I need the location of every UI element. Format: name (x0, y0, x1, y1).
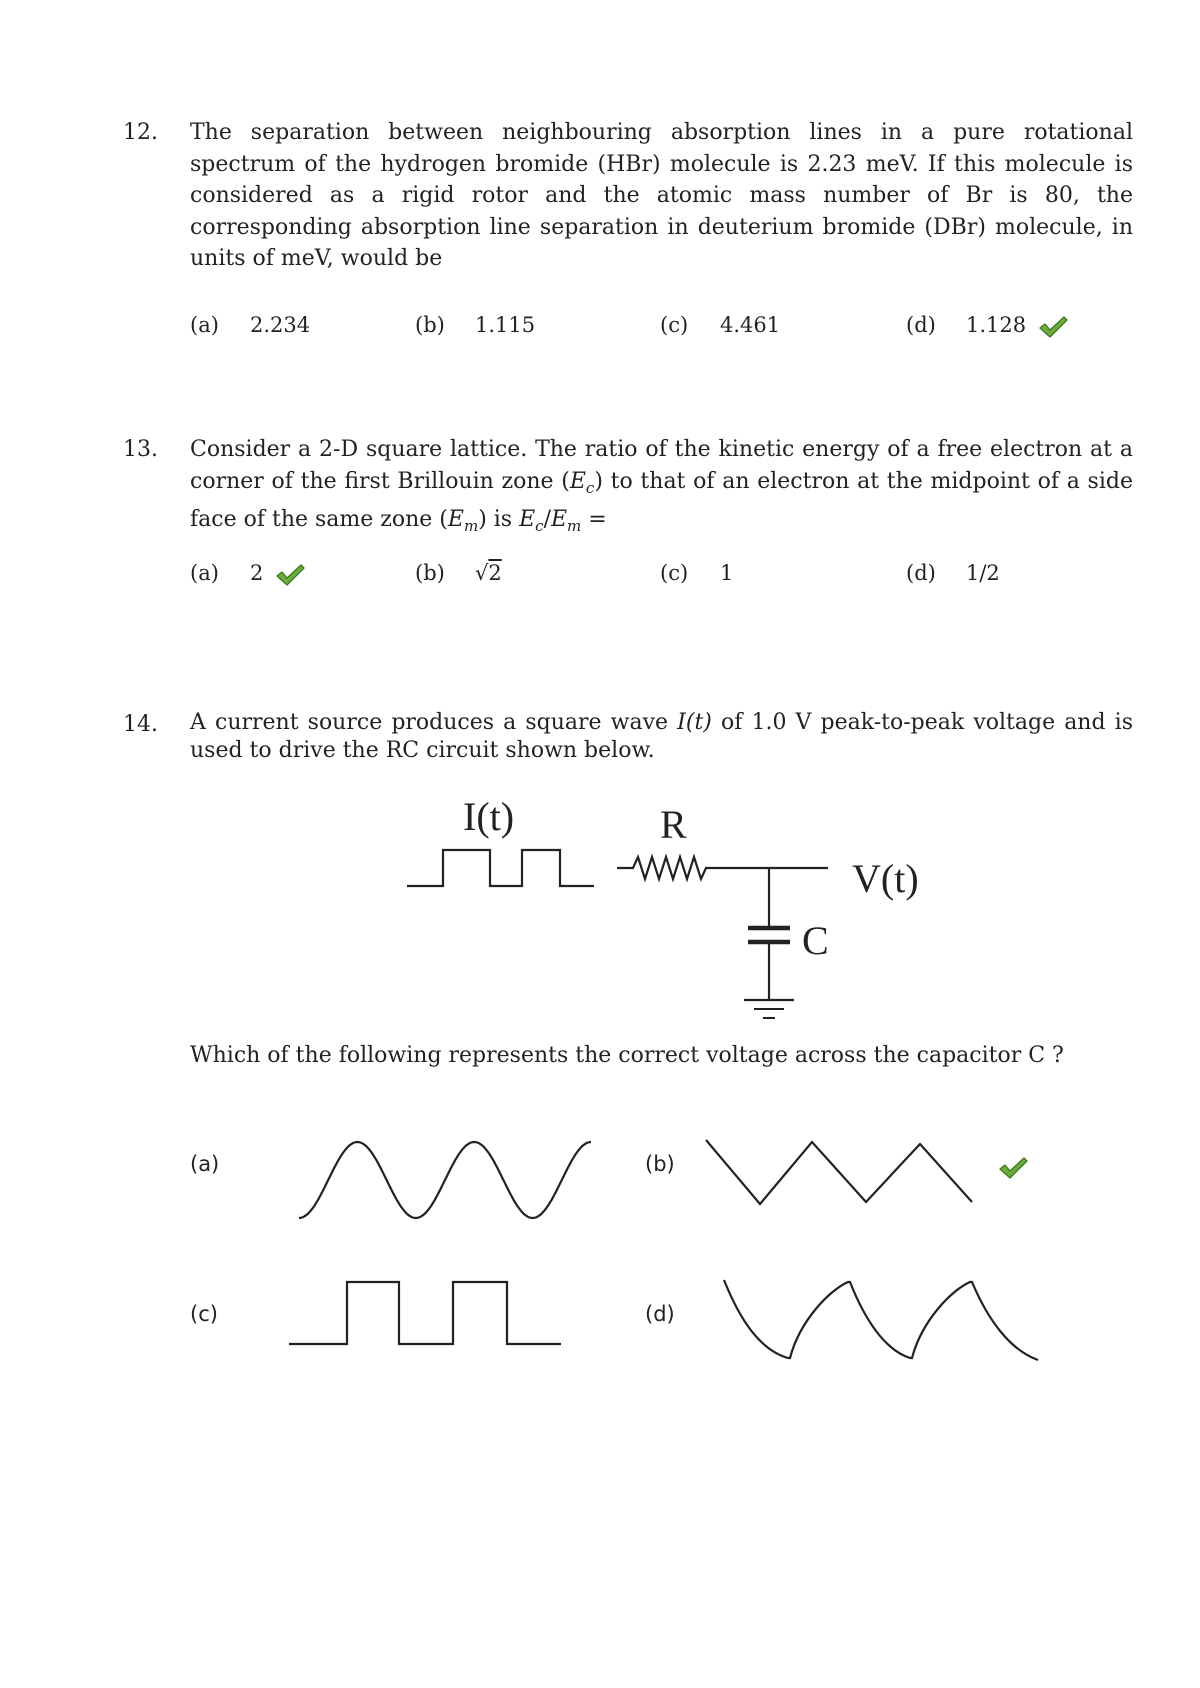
option-label: (d) (906, 561, 936, 585)
q14-option-d-exponential-wave[interactable] (720, 1270, 1050, 1380)
ec-subscript: c (585, 478, 595, 497)
check-mark-icon (275, 563, 305, 587)
ratio-slash: / (543, 507, 551, 532)
option-label: (a) (190, 561, 219, 585)
question-12-number: 12. (123, 120, 158, 145)
q14-option-b-triangle-wave[interactable] (700, 1130, 980, 1230)
option-label: (d) (906, 313, 936, 337)
source-label: I(t) (463, 794, 515, 839)
q12-option-d[interactable] (906, 313, 1068, 339)
capacitor-label: C (802, 918, 829, 963)
option-label: (a) (190, 313, 219, 337)
question-12-text: The separation between neighbouring absorption lines in a pure rotational spectrum of the hydrogen bromide (HBr) molecule is 2.23 meV. If this molecule is considered as a rigid rotor and the atomic mass number of Br is 80, the corresponding absorption line separation in deuterium bromide (DBr) molecule, in units of meV, would be (190, 120, 1133, 271)
q14-option-a-sine-wave[interactable] (295, 1130, 605, 1230)
q14-option-b-label[interactable]: (b) (645, 1152, 675, 1176)
ratio-denominator: E (550, 507, 568, 532)
q13-option-b[interactable] (415, 561, 502, 585)
ec-symbol: E (569, 468, 586, 494)
current-symbol: I(t) (677, 710, 712, 735)
q14-text-part: A current source produces a square wave (190, 710, 678, 735)
q14-option-c-label[interactable]: (c) (190, 1302, 218, 1326)
q13-text-part: ) to that of an electron at the midpoint of a side face of the same zone ( (190, 468, 1133, 532)
option-value: 1.115 (475, 313, 536, 337)
triangle-curve (706, 1140, 972, 1204)
capacitor-icon (748, 868, 790, 1000)
q14-text-part: of 1.0 V peak-to-peak voltage and is used to drive the RC circuit shown below. (190, 710, 1133, 763)
option-label: (c) (660, 561, 689, 585)
option-value: 2.234 (250, 313, 311, 337)
check-mark-icon (1038, 315, 1068, 339)
question-14-prompt: Which of the following represents the correct voltage across the capacitor C ? (190, 1043, 1064, 1068)
source-square-wave (407, 850, 594, 886)
q14-option-d-label[interactable]: (d) (645, 1302, 675, 1326)
exponential-curve (724, 1280, 1038, 1360)
ratio-numerator: E (519, 507, 536, 532)
option-value: 1 (720, 561, 734, 585)
sqrt-radicand: 2 (488, 561, 502, 585)
option-label: (c) (660, 313, 689, 337)
q12-option-a[interactable] (190, 313, 310, 337)
ratio-denominator-sub: m (567, 517, 582, 535)
option-value: 1.128 (966, 313, 1027, 337)
option-label: (b) (415, 561, 445, 585)
q13-text-part: = (581, 507, 607, 532)
q13-text-part: Consider a 2-D square lattice. The ratio of the kinetic energy of a free electron at a corner of the first Brillouin zone ( (190, 437, 1133, 494)
question-13-text (190, 434, 1133, 543)
q12-option-b[interactable] (415, 313, 535, 337)
output-label: V(t) (852, 856, 919, 901)
option-value: 4.461 (720, 313, 781, 337)
em-subscript: m (463, 517, 479, 535)
q14-option-a-label[interactable]: (a) (190, 1152, 220, 1176)
option-value: 1/2 (966, 561, 1000, 585)
resistor-zigzag (617, 857, 828, 879)
q13-option-d[interactable] (906, 561, 1000, 585)
question-13-number: 13. (123, 437, 158, 462)
question-14-text (190, 709, 1133, 765)
q13-option-a[interactable] (190, 561, 305, 587)
option-label: (b) (415, 313, 445, 337)
ratio-numerator-sub: c (535, 517, 544, 535)
check-mark-icon (998, 1156, 1028, 1180)
resistor-label: R (660, 802, 687, 847)
rc-circuit-diagram (0, 780, 1200, 1040)
sine-curve (299, 1142, 591, 1218)
square-curve (289, 1282, 561, 1344)
q13-text-part: ) is (478, 507, 520, 532)
sqrt-symbol: √ (475, 561, 489, 585)
ground-symbol-icon (744, 1000, 794, 1018)
q12-option-c[interactable] (660, 313, 780, 337)
em-symbol: E (447, 507, 464, 532)
question-14-number: 14. (123, 712, 158, 737)
q13-option-c[interactable] (660, 561, 733, 585)
q14-option-c-square-wave[interactable] (285, 1270, 585, 1370)
option-value: 2 (250, 561, 264, 585)
